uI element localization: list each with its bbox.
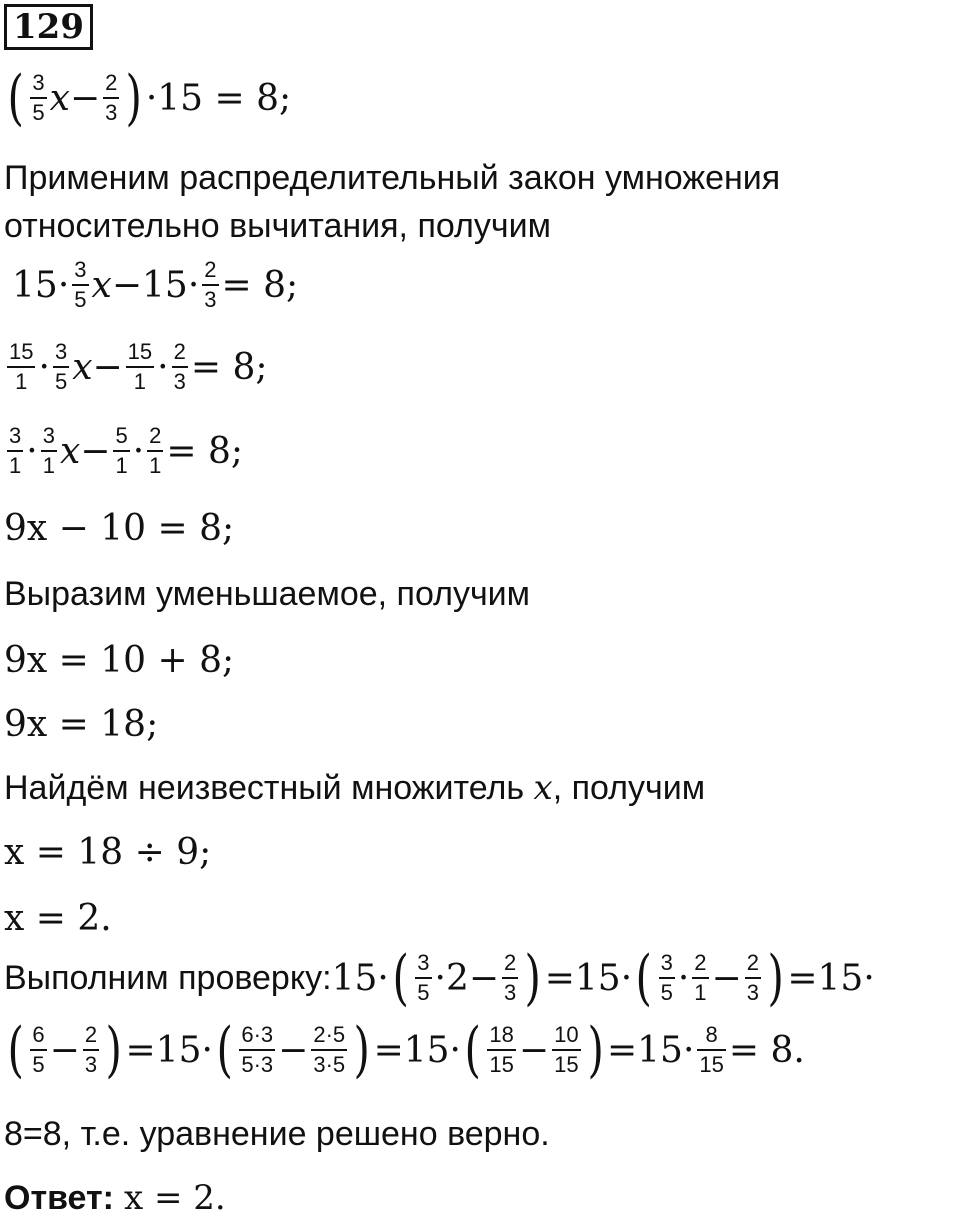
minus-sign: −: [49, 1029, 80, 1071]
right-paren: ): [125, 63, 143, 133]
equation-4: [4, 424, 243, 478]
dot-operator: ·: [434, 957, 446, 999]
equation-5: 9x − 10 = 8;: [4, 507, 235, 549]
text-line: Применим распределительный закон умножения: [4, 159, 781, 197]
right-paren: ): [353, 1015, 371, 1085]
right-paren: ): [524, 943, 542, 1013]
minus-sign: −: [518, 1029, 550, 1071]
fraction: $\frac{3}{1}$: [9, 423, 22, 478]
fraction: $\frac{3}{5}$: [32, 70, 45, 125]
fraction: $\frac{2}{3}$: [173, 339, 186, 394]
dot-operator: ·: [157, 346, 169, 388]
equals-eight: = 8;: [190, 346, 268, 388]
equation-2: [12, 258, 298, 312]
equals-sign: =: [373, 1029, 404, 1071]
fraction: $\frac{15}{1}$: [127, 339, 153, 394]
fraction: $\frac{3}{5}$: [74, 257, 87, 312]
answer-value: x = 2.: [124, 1178, 226, 1218]
equals-eight: = 8;: [166, 430, 244, 472]
number: 15: [574, 957, 621, 999]
dot-operator: ·: [863, 957, 875, 999]
minus-sign: −: [278, 1029, 309, 1071]
dot-operator: ·: [26, 430, 38, 472]
minus-sign: −: [468, 957, 500, 999]
left-paren: (: [7, 63, 24, 133]
dot-operator: ·: [57, 264, 70, 306]
fraction: $\frac{3}{5}$: [54, 339, 68, 394]
dot-operator: ·: [187, 264, 200, 306]
dot-operator: ·: [377, 957, 389, 999]
fraction: $\frac{18}{15}$: [489, 1022, 514, 1077]
equation-9: x = 2.: [4, 897, 112, 939]
fraction: $\frac{10}{15}$: [554, 1022, 579, 1077]
number: 15: [12, 264, 58, 306]
equals-sign: =: [544, 957, 575, 999]
text-fragment: , получим: [552, 769, 706, 807]
left-paren: (: [392, 943, 409, 1013]
fraction: $\frac{2}{1}$: [149, 423, 162, 478]
answer-line: [4, 1178, 226, 1218]
variable-x: x: [533, 768, 553, 808]
number: 15: [817, 957, 864, 999]
fraction: $\frac{6}{5}$: [32, 1022, 45, 1077]
dot-operator: ·: [201, 1029, 213, 1071]
fraction: $\frac{2}{3}$: [746, 950, 759, 1005]
dot-operator: ·: [620, 957, 633, 999]
right-paren: ): [105, 1015, 123, 1085]
number: 15: [331, 957, 378, 999]
check-line-2: [4, 1015, 805, 1085]
left-paren: (: [635, 943, 653, 1013]
answer-label: Ответ:: [4, 1179, 114, 1217]
fraction: $\frac{6\cdot 3}{5\cdot 3}$: [241, 1022, 274, 1077]
equation-6: 9x = 10 + 8;: [4, 639, 235, 681]
fraction: $\frac{3}{5}$: [660, 950, 673, 1005]
fraction: $\frac{2}{3}$: [84, 1022, 98, 1077]
left-paren: (: [7, 1015, 24, 1085]
fraction: $\frac{2}{3}$: [504, 950, 517, 1005]
check-line-1: [4, 943, 875, 1013]
equals-sign: =: [787, 957, 818, 999]
fraction: $\frac{15}{1}$: [9, 339, 34, 394]
minus-sign: −: [80, 430, 111, 472]
fraction: $\frac{8}{15}$: [699, 1022, 724, 1077]
number: 15: [142, 264, 188, 306]
equals-eight: = 8;: [221, 264, 299, 306]
fraction: $\frac{2}{3}$: [105, 70, 118, 125]
dot-operator: ·: [132, 430, 145, 472]
minus-sign: −: [111, 264, 142, 306]
minus-sign: −: [92, 346, 123, 388]
right-paren: ): [767, 943, 784, 1013]
text-line: [4, 768, 705, 808]
text-line: 8=8, т.е. уравнение решено верно.: [4, 1115, 550, 1153]
equals-eight: = 8.: [728, 1029, 805, 1071]
equation-8: x = 18 ÷ 9;: [4, 831, 212, 873]
variable-x: x: [49, 77, 70, 119]
dot-operator: ·: [449, 1029, 461, 1071]
minus-sign: −: [711, 957, 742, 999]
equation-tail: 15 = 8;: [157, 77, 292, 119]
fraction: $\frac{2}{3}$: [204, 257, 217, 312]
equals-sign: =: [606, 1029, 638, 1071]
fraction: $\frac{5}{1}$: [115, 423, 128, 478]
check-expression: [331, 943, 875, 1013]
variable-x: x: [72, 346, 93, 388]
left-paren: (: [216, 1015, 233, 1085]
fraction: $\frac{3}{5}$: [417, 950, 430, 1005]
number: 15: [637, 1029, 683, 1071]
equation-7: 9x = 18;: [4, 703, 159, 745]
fraction: $\frac{2\cdot 5}{3\cdot 5}$: [313, 1022, 346, 1077]
equation-3: [4, 340, 268, 394]
fraction: $\frac{2}{1}$: [694, 950, 707, 1005]
number: 15: [155, 1029, 202, 1071]
number: 15: [403, 1029, 450, 1071]
dot-operator: ·: [145, 77, 158, 119]
number: 2: [445, 957, 469, 999]
text-line: Выразим уменьшаемое, получим: [4, 575, 531, 613]
equation-1: [4, 63, 292, 133]
text-fragment: Выполним проверку:: [4, 959, 332, 997]
variable-x: x: [91, 264, 112, 306]
problem-number: 129: [4, 4, 93, 50]
dot-operator: ·: [682, 1029, 695, 1071]
text-fragment: Найдём неизвестный множитель: [4, 769, 534, 807]
left-paren: (: [464, 1015, 481, 1085]
dot-operator: ·: [677, 957, 690, 999]
equals-sign: =: [125, 1029, 156, 1071]
minus-sign: −: [69, 77, 101, 119]
text-line: относительно вычитания, получим: [4, 207, 551, 245]
dot-operator: ·: [38, 346, 50, 388]
variable-x: x: [59, 430, 81, 472]
fraction: $\frac{3}{1}$: [42, 423, 55, 478]
right-paren: ): [587, 1015, 604, 1085]
